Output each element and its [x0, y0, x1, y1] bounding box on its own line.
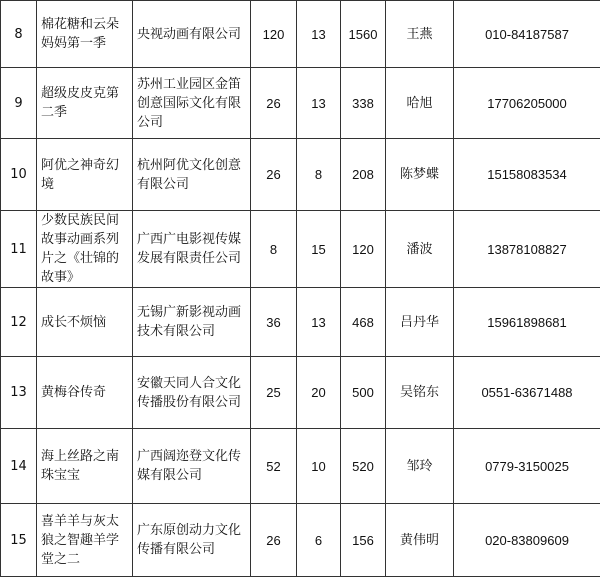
total-minutes-cell: 520 — [341, 429, 386, 504]
phone-cell: 17706205000 — [454, 68, 600, 139]
minutes-cell: 20 — [297, 357, 341, 429]
total-minutes-cell: 468 — [341, 288, 386, 357]
minutes-cell: 13 — [297, 1, 341, 68]
episodes-cell: 25 — [251, 357, 297, 429]
contact-cell: 吕丹华 — [386, 288, 454, 357]
table-row — [1, 357, 600, 429]
title-cell: 成长不烦恼 — [37, 288, 133, 357]
company-cell: 安徽天同人合文化传播股份有限公司 — [133, 357, 251, 429]
minutes-cell: 8 — [297, 139, 341, 211]
episodes-cell: 36 — [251, 288, 297, 357]
company-cell: 央视动画有限公司 — [133, 1, 251, 68]
table-row — [1, 211, 600, 288]
company-cell: 无锡广新影视动画技术有限公司 — [133, 288, 251, 357]
table-row — [1, 1, 600, 68]
minutes-cell: 6 — [297, 504, 341, 577]
phone-cell: 15158083534 — [454, 139, 600, 211]
episodes-cell: 26 — [251, 68, 297, 139]
contact-cell: 陈梦蝶 — [386, 139, 454, 211]
title-cell: 少数民族民间故事动画系列片之《壮锦的故事》 — [37, 211, 133, 288]
row-number: 9 — [1, 68, 37, 139]
total-minutes-cell: 338 — [341, 68, 386, 139]
table-row — [1, 288, 600, 357]
episodes-cell: 52 — [251, 429, 297, 504]
contact-cell: 邹玲 — [386, 429, 454, 504]
phone-cell: 13878108827 — [454, 211, 600, 288]
episodes-cell: 120 — [251, 1, 297, 68]
table-row — [1, 68, 600, 139]
row-number: 8 — [1, 1, 37, 68]
title-cell: 棉花糖和云朵妈妈第一季 — [37, 1, 133, 68]
minutes-cell: 13 — [297, 68, 341, 139]
title-cell: 喜羊羊与灰太狼之智趣羊学堂之二 — [37, 504, 133, 577]
contact-cell: 潘波 — [386, 211, 454, 288]
company-cell: 广西广电影视传媒发展有限责任公司 — [133, 211, 251, 288]
row-number: 14 — [1, 429, 37, 504]
phone-cell: 020-83809609 — [454, 504, 600, 577]
row-number: 10 — [1, 139, 37, 211]
episodes-cell: 26 — [251, 139, 297, 211]
row-number: 11 — [1, 211, 37, 288]
table-row — [1, 429, 600, 504]
total-minutes-cell: 156 — [341, 504, 386, 577]
title-cell: 黄梅谷传奇 — [37, 357, 133, 429]
episodes-cell: 8 — [251, 211, 297, 288]
contact-cell: 吴铭东 — [386, 357, 454, 429]
total-minutes-cell: 208 — [341, 139, 386, 211]
row-number: 12 — [1, 288, 37, 357]
company-cell: 杭州阿优文化创意有限公司 — [133, 139, 251, 211]
episodes-cell: 26 — [251, 504, 297, 577]
contact-cell: 黄伟明 — [386, 504, 454, 577]
total-minutes-cell: 120 — [341, 211, 386, 288]
row-number: 15 — [1, 504, 37, 577]
minutes-cell: 10 — [297, 429, 341, 504]
table-row — [1, 504, 600, 577]
minutes-cell: 13 — [297, 288, 341, 357]
company-cell: 广西阔迩登文化传媒有限公司 — [133, 429, 251, 504]
title-cell: 海上丝路之南珠宝宝 — [37, 429, 133, 504]
total-minutes-cell: 1560 — [341, 1, 386, 68]
title-cell: 阿优之神奇幻境 — [37, 139, 133, 211]
phone-cell: 010-84187587 — [454, 1, 600, 68]
table-row — [1, 139, 600, 211]
title-cell: 超级皮皮克第二季 — [37, 68, 133, 139]
phone-cell: 0779-3150025 — [454, 429, 600, 504]
total-minutes-cell: 500 — [341, 357, 386, 429]
company-cell: 苏州工业园区金笛创意国际文化有限公司 — [133, 68, 251, 139]
phone-cell: 0551-63671488 — [454, 357, 600, 429]
company-cell: 广东原创动力文化传播有限公司 — [133, 504, 251, 577]
row-number: 13 — [1, 357, 37, 429]
contact-cell: 哈旭 — [386, 68, 454, 139]
minutes-cell: 15 — [297, 211, 341, 288]
contact-cell: 王燕 — [386, 1, 454, 68]
phone-cell: 15961898681 — [454, 288, 600, 357]
